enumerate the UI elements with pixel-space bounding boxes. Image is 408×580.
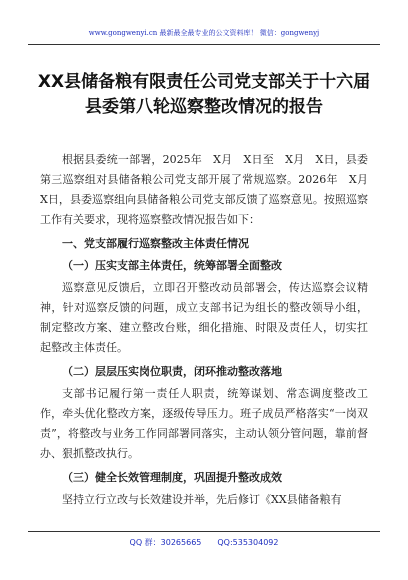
sub-paragraph-3: 坚持立行立改与长效建设并举，先后修订《XX县储备粮有 [62, 493, 342, 506]
section-heading-1: 一、党支部履行巡察整改主体责任情况 [62, 237, 249, 250]
header-divider [28, 44, 380, 45]
sub-paragraph-1: 巡察意见反馈后，立即召开整改动员部署会，传达巡察会议精神，针对巡察反馈的问题，成立支部书记为组长的整改领导小组，制定整改方案、建立整改台账，细化措施、时限及责任人，切实扛起整改主体责任。 [40, 281, 368, 354]
sub-heading-3: （三）健全长效管理制度，巩固提升整改成效 [62, 471, 282, 484]
document-title: XX县储备粮有限责任公司党支部关于十六届县委第八轮巡察整改情况的报告 [37, 72, 371, 117]
intro-paragraph: 根据县委统一部署，2025年 X月 X日至 X月 X日，县委第三巡察组对县储备粮公司党支部开展了常规巡察。2026年 X月 X日，县委巡察组向县储备粮公司党支部反馈了巡察意见。按照巡察工作有关要求，现将巡察整改情况报告如下： [40, 153, 379, 226]
sub-heading-1: （一）压实支部主体责任，统筹部署全面整改 [62, 259, 282, 272]
page-header: www.gongwenyi.cn 最新最全最专业的公文资料库！ 微信：gongwenyj [88, 29, 320, 37]
sub-paragraph-2: 支部书记履行第一责任人职责，统筹谋划、常态调度整改工作，牵头优化整改方案，逐级传导压力。班子成员严格落实“一岗双责”，将整改与业务工作同部署同落实，主动认领分管问题，靠前督办、狠抓整改执行。 [40, 387, 368, 460]
page-footer: QQ 群：30265665 QQ:535304092 [129, 538, 279, 547]
footer-divider [28, 531, 380, 532]
sub-heading-2: （二）层层压实岗位职责，闭环推动整改落地 [62, 365, 282, 378]
